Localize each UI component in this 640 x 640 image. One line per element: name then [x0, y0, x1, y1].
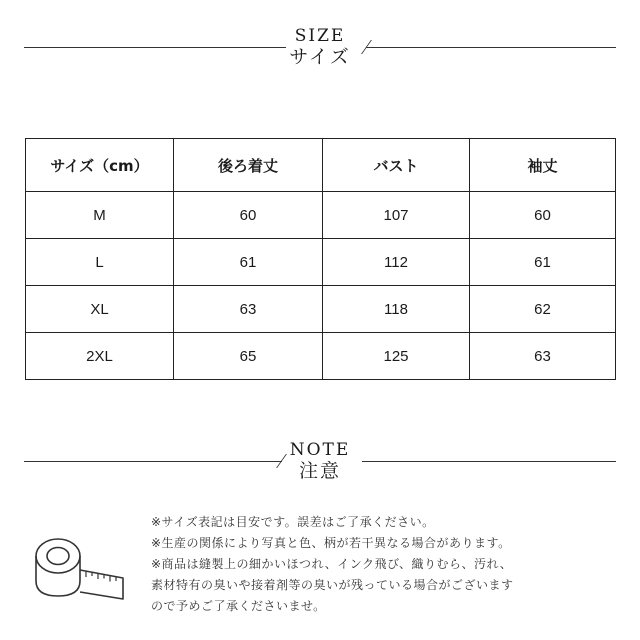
- note-line: ので予めご了承くださいませ。: [151, 599, 326, 613]
- note-line: ※生産の関係により写真と色、柄が若干異なる場合があります。: [151, 536, 511, 550]
- cell-sleeve-length: 63: [470, 333, 616, 380]
- cell-back-length: 60: [174, 192, 323, 239]
- table-row: [26, 286, 616, 333]
- header-sleeve-length: 袖丈: [470, 139, 616, 192]
- cell-sleeve-length: 60: [470, 192, 616, 239]
- cell-bust: 112: [323, 239, 470, 286]
- note-line: ※商品は縫製上の細かいほつれ、インク飛び、織りむら、汚れ、: [151, 557, 513, 571]
- header-back-length: 後ろ着丈: [174, 139, 323, 192]
- size-title-en: SIZE: [294, 26, 346, 46]
- cell-bust: 118: [323, 286, 470, 333]
- size-title-jp: サイズ: [289, 46, 351, 68]
- cell-bust: 107: [323, 192, 470, 239]
- table-row: [26, 239, 616, 286]
- table-row: [26, 333, 616, 380]
- measuring-tape-icon: [28, 526, 128, 606]
- size-rule-right: [366, 47, 616, 48]
- table-row: [26, 192, 616, 239]
- cell-size: XL: [26, 286, 174, 333]
- note-title-en: NOTE: [289, 440, 351, 460]
- size-table: [25, 138, 616, 380]
- header-size: サイズ（cm）: [26, 139, 174, 192]
- cell-size: L: [26, 239, 174, 286]
- header-bust: バスト: [323, 139, 470, 192]
- cell-sleeve-length: 61: [470, 239, 616, 286]
- note-line: 素材特有の臭いや接着剤等の臭いが残っている場合がございます: [151, 578, 514, 592]
- cell-back-length: 63: [174, 286, 323, 333]
- note-rule-right: [362, 461, 616, 462]
- cell-bust: 125: [323, 333, 470, 380]
- cell-size: M: [26, 192, 174, 239]
- note-title-jp: 注意: [298, 460, 341, 482]
- note-line: ※サイズ表記は目安です。誤差はご了承ください。: [151, 515, 435, 529]
- cell-back-length: 65: [174, 333, 323, 380]
- note-rule-left: [24, 461, 282, 462]
- cell-size: 2XL: [26, 333, 174, 380]
- notes-list: [151, 512, 631, 617]
- cell-sleeve-length: 62: [470, 286, 616, 333]
- cell-back-length: 61: [174, 239, 323, 286]
- table-header-row: [26, 139, 616, 192]
- size-rule-left: [24, 47, 286, 48]
